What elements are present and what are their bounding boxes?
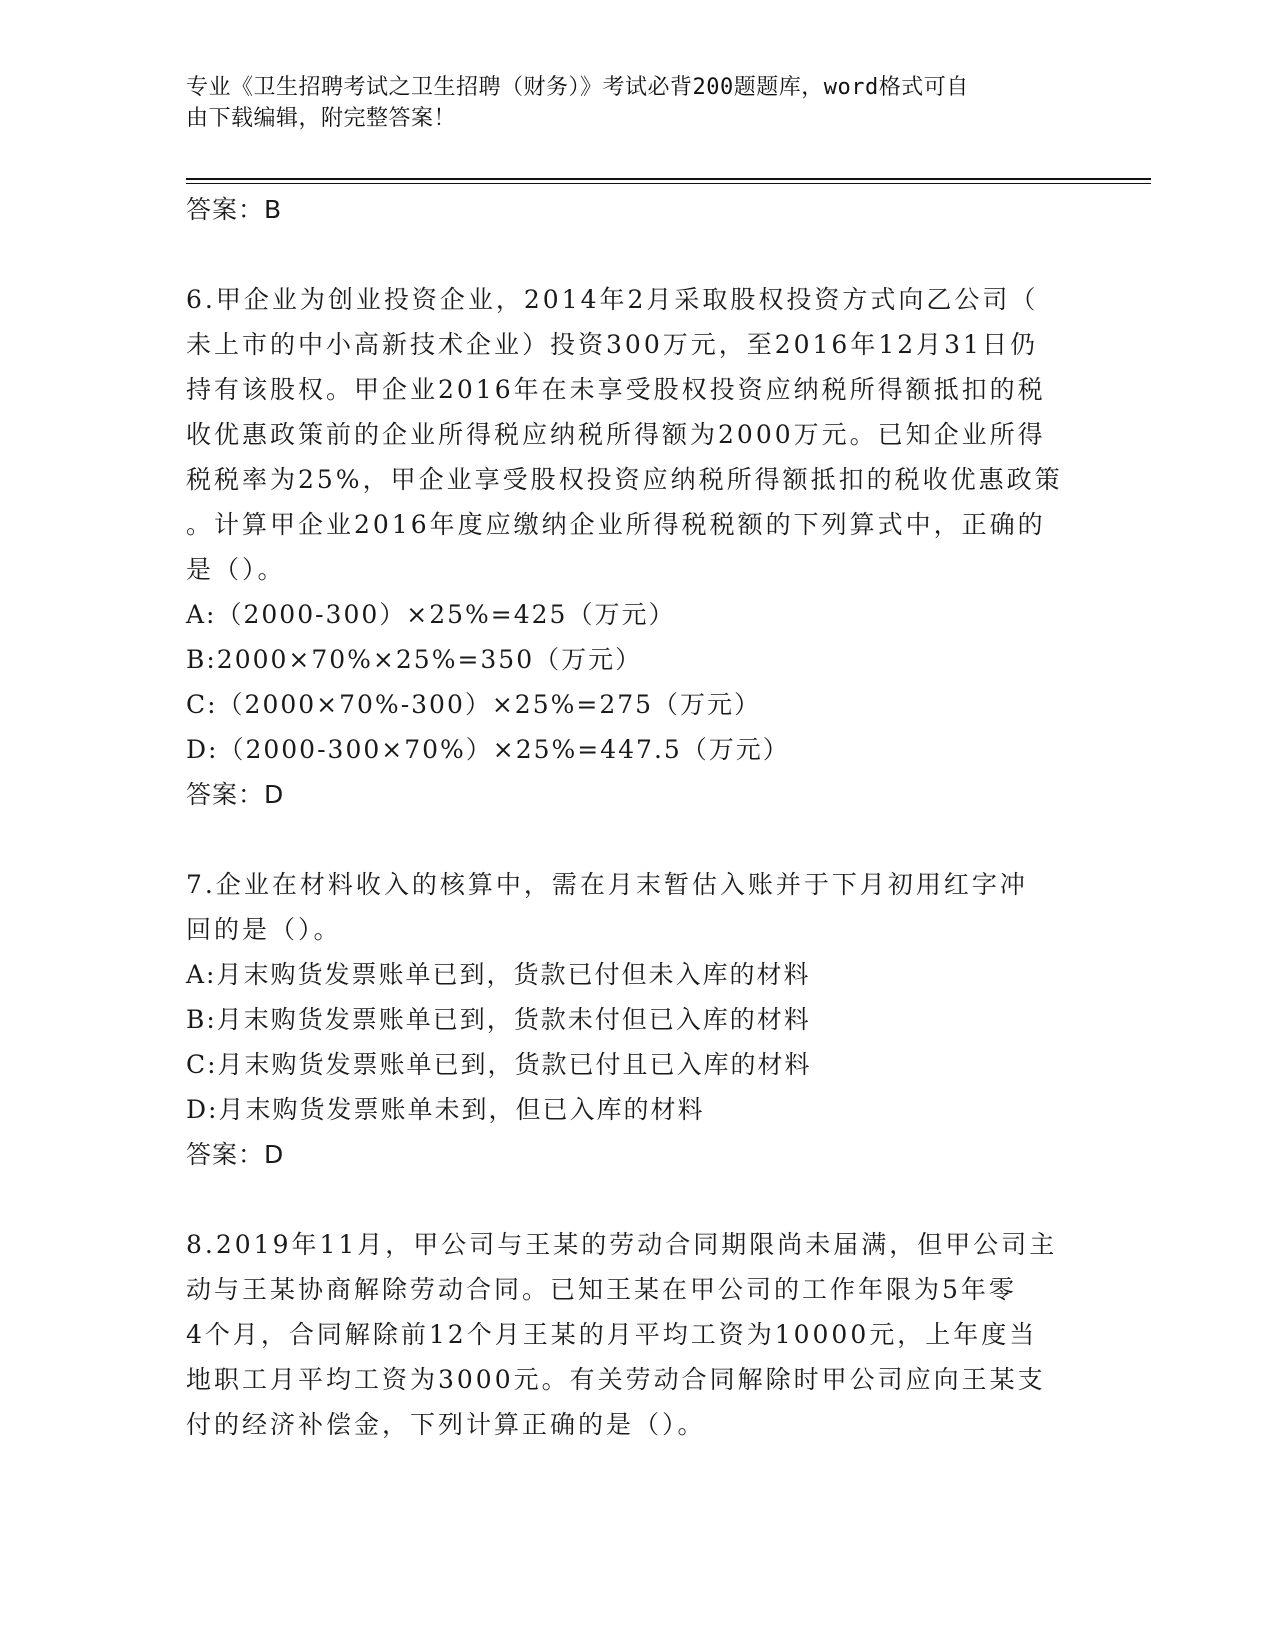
question-8-line: 4个月，合同解除前12个月王某的月平均工资为10000元，上年度当 <box>186 1320 1038 1349</box>
question-6-line: 是（）。 <box>186 555 286 584</box>
question-6-option-c: C:（2000×70%-300）×25%=275（万元） <box>186 690 762 719</box>
question-6-option-a: A:（2000-300）×25%=425（万元） <box>186 600 676 629</box>
spacer <box>186 817 1086 862</box>
question-6-line: 税税率为25%，甲企业享受股权投资应纳税所得额抵扣的税收优惠政策 <box>186 465 1063 494</box>
question-6-line: 6.甲企业为创业投资企业，2014年2月采取股权投资方式向乙公司（ <box>186 285 1039 314</box>
question-6-option-b: B:2000×70%×25%=350（万元） <box>186 645 643 674</box>
spacer <box>186 232 1086 277</box>
document-header <box>186 72 1066 134</box>
question-7-line: 7.企业在材料收入的核算中，需在月末暂估入账并于下月初用红字冲 <box>186 870 1028 899</box>
question-6-line: 持有该股权。甲企业2016年在未享受股权投资应纳税所得额抵扣的税 <box>186 375 1046 404</box>
question-6-line: 未上市的中小高新技术企业）投资300万元，至2016年12月31日仍 <box>186 330 1038 359</box>
header-rule-thick <box>186 178 1151 180</box>
answer-question-7: 答案：D <box>186 1140 285 1169</box>
question-8-line: 付的经济补偿金，下列计算正确的是（）。 <box>186 1410 706 1439</box>
answer-question-6: 答案：D <box>186 780 285 809</box>
question-8-line: 8.2019年11月，甲公司与王某的劳动合同期限尚未届满，但甲公司主 <box>186 1230 1058 1259</box>
question-7-option-c: C:月末购货发票账单已到，货款已付且已入库的材料 <box>186 1050 812 1079</box>
spacer <box>186 1177 1086 1222</box>
question-6-option-d: D:（2000-300×70%）×25%=447.5（万元） <box>186 735 790 764</box>
question-6-line: 。计算甲企业2016年度应缴纳企业所得税税额的下列算式中，正确的 <box>186 510 1046 539</box>
header-title-line-2: 由下载编辑，附完整答案！ <box>186 106 457 131</box>
question-6-line: 收优惠政策前的企业所得税应纳税所得额为2000万元。已知企业所得 <box>186 420 1046 449</box>
question-7-option-a: A:月末购货发票账单已到，货款已付但未入库的材料 <box>186 960 811 989</box>
question-7-option-b: B:月末购货发票账单已到，货款未付但已入库的材料 <box>186 1005 811 1034</box>
question-8-line: 地职工月平均工资为3000元。有关劳动合同解除时甲公司应向王某支 <box>186 1365 1046 1394</box>
document-body <box>186 187 1086 1447</box>
question-8 <box>186 1222 1086 1447</box>
question-6 <box>186 277 1086 817</box>
answer-question-5: 答案：B <box>186 195 283 224</box>
question-8-line: 动与王某协商解除劳动合同。已知王某在甲公司的工作年限为5年零 <box>186 1275 1017 1304</box>
header-title-line-1: 专业《卫生招聘考试之卫生招聘（财务）》考试必背200题题库，word格式可自 <box>186 75 969 100</box>
question-7-option-d: D:月末购货发票账单未到，但已入库的材料 <box>186 1095 705 1124</box>
question-7-line: 回的是（）。 <box>186 915 342 944</box>
header-rule-thin <box>186 183 1151 184</box>
question-7 <box>186 862 1086 1177</box>
